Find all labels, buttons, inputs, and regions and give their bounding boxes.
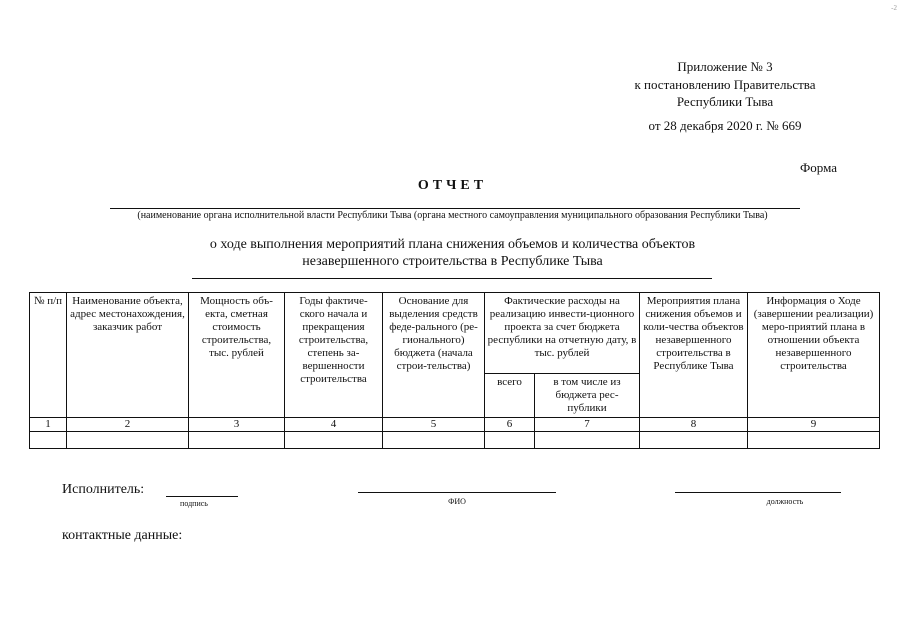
- header-info: Информация о Ходе (завершении реализации) меро-приятий плана в отношении объекта незавершенного строительства: [748, 293, 880, 418]
- table-cell[interactable]: [485, 432, 535, 449]
- table-cell[interactable]: [30, 432, 67, 449]
- col-number: 4: [285, 418, 383, 432]
- table-cell[interactable]: [535, 432, 640, 449]
- header-expenses-total: всего: [485, 374, 535, 418]
- column-number-row: [30, 418, 880, 432]
- appendix-line-3: Республики Тыва: [676, 94, 774, 109]
- col-number: 7: [535, 418, 640, 432]
- appendix-line-2: к постановлению Правительства: [634, 77, 816, 92]
- header-capacity: Мощность объ-екта, сметная стоимость строительства, тыс. рублей: [189, 293, 285, 418]
- position-line[interactable]: [675, 492, 841, 493]
- col-number: 5: [383, 418, 485, 432]
- col-number: 2: [67, 418, 189, 432]
- header-num: № п/п: [30, 293, 67, 418]
- authority-note: (наименование органа исполнительной власти Республики Тыва (органа местного самоуправления муниципального образования Республики Тыва): [137, 210, 768, 221]
- header-name: Наименование объекта, адрес местонахождения, заказчик работ: [67, 293, 189, 418]
- appendix-date-line: от 28 декабря 2020 г. № 669: [648, 118, 802, 133]
- table-cell[interactable]: [383, 432, 485, 449]
- authority-underline: [110, 208, 800, 209]
- appendix-line-1: Приложение № 3: [677, 59, 773, 74]
- header-expenses: Фактические расходы на реализацию инвести-ционного проекта за счет бюджета республики на отчетную дату, в тыс. рублей: [485, 293, 640, 374]
- contacts-label: контактные данные:: [62, 528, 183, 543]
- col-number: 9: [748, 418, 880, 432]
- subtitle-line-2: незавершенного строительства в Республике Тыва: [302, 254, 603, 269]
- col-number: 8: [640, 418, 748, 432]
- signature-line[interactable]: [166, 496, 238, 497]
- subtitle-underline: [192, 278, 712, 279]
- executor-label: Исполнитель:: [62, 482, 145, 497]
- report-title: ОТЧЕТ: [417, 178, 488, 193]
- table-cell[interactable]: [640, 432, 748, 449]
- table-cell[interactable]: [67, 432, 189, 449]
- page-corner-mark: -2: [891, 4, 897, 12]
- report-subtitle: [0, 236, 905, 270]
- fio-caption: ФИО: [448, 497, 466, 506]
- table-row: [30, 432, 880, 449]
- report-table: [29, 292, 880, 449]
- header-measures: Мероприятия плана снижения объемов и коли-чества объектов незавершенного строительства в Республике Тыва: [640, 293, 748, 418]
- fio-line[interactable]: [358, 492, 556, 493]
- header-expenses-incl: в том числе из бюджета рес-публики: [535, 374, 640, 418]
- table-cell[interactable]: [285, 432, 383, 449]
- position-caption: должность: [766, 497, 804, 506]
- table-cell[interactable]: [189, 432, 285, 449]
- form-label: Форма: [800, 160, 837, 175]
- subtitle-line-1: о ходе выполнения мероприятий плана снижения объемов и количества объектов: [209, 237, 696, 252]
- col-number: 6: [485, 418, 535, 432]
- col-number: 1: [30, 418, 67, 432]
- table-cell[interactable]: [748, 432, 880, 449]
- header-years: Годы фактиче-ского начала и прекращения строительства, степень за-вершенности строительства: [285, 293, 383, 418]
- header-basis: Основание для выделения средств феде-рального (ре-гионального) бюджета (начала строи-тельства): [383, 293, 485, 418]
- signature-caption: подпись: [180, 499, 208, 508]
- col-number: 3: [189, 418, 285, 432]
